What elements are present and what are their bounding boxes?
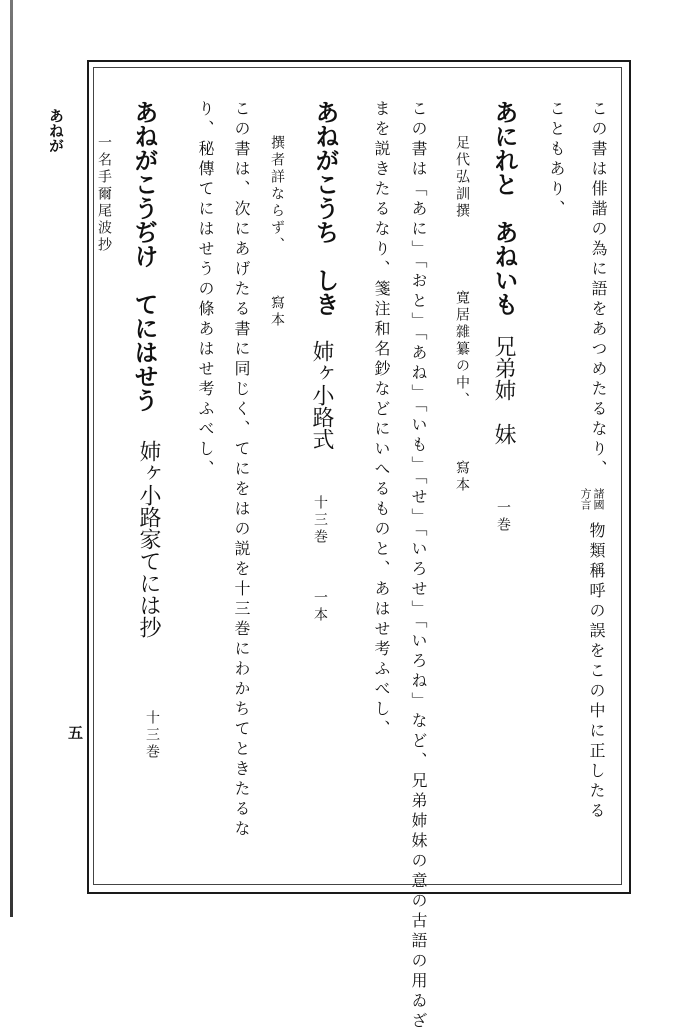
entry-2-copy: 寫本: [454, 460, 470, 494]
entry-3-volumes: 十三巻: [312, 495, 328, 546]
entry-2-body-line-2: まを説きたるなり、箋注和名鈔などにいへるものと、あはせ考ふべし、: [372, 100, 391, 740]
entry-2-author: 足代弘訓撰: [454, 135, 470, 220]
page-number: 五: [66, 725, 84, 740]
entry-3-copies: 一本: [312, 590, 328, 624]
page-frame-inner: [93, 67, 622, 885]
entry-1-body-line-2: こともあり、: [547, 100, 566, 220]
running-head: あねが: [47, 108, 65, 153]
entry-3-author: 撰者詳ならず、: [269, 135, 285, 254]
entry-1-body-line-1b: 物類稱呼の誤をこの中に正したる: [587, 522, 606, 822]
entry-3-body-line-2: り、秘傳てにはせうの條あはせ考ふべし、: [196, 100, 215, 480]
entry-3-body-line-1: この書は、次にあげたる書に同じく、てにをはの説を十三巻にわかちてときたるな: [232, 100, 251, 840]
entry-2-body-line-1: この書は「あに」「おと」「あね」「いも」「せ」「いろせ」「いろね」など、兄弟姉妹の意の古語の用ゐざ: [409, 100, 428, 1032]
entry-4-alias: 一名手爾尾波抄: [96, 135, 112, 254]
entry-4-title-kanji: 姉ヶ小路家てには抄: [136, 440, 161, 638]
entry-3-title: あねがこうち しき: [311, 100, 339, 316]
entry-2-source: 寛居雜纂の中、: [454, 290, 470, 409]
entry-1-note-shokoku: 諸國: [592, 488, 605, 510]
entry-3-title-kanji: 姉ヶ小路式: [309, 340, 334, 450]
entry-2-volumes: 一巻: [495, 500, 511, 534]
entry-1-body-line-1: この書は俳諧の為に語をあつめたるなり、: [589, 100, 608, 480]
scan-edge: [10, 0, 13, 917]
entry-4-title: あねがこうぢけ てにはせう: [130, 100, 158, 412]
entry-3-copy: 寫本: [269, 295, 285, 329]
entry-4-volumes: 十三巻: [144, 710, 160, 761]
entry-2-title-kanji: 兄弟姉 妹: [491, 335, 516, 445]
entry-1-note-hogen: 方言: [579, 488, 592, 510]
entry-2-title: あにれと あねいも: [490, 100, 518, 316]
